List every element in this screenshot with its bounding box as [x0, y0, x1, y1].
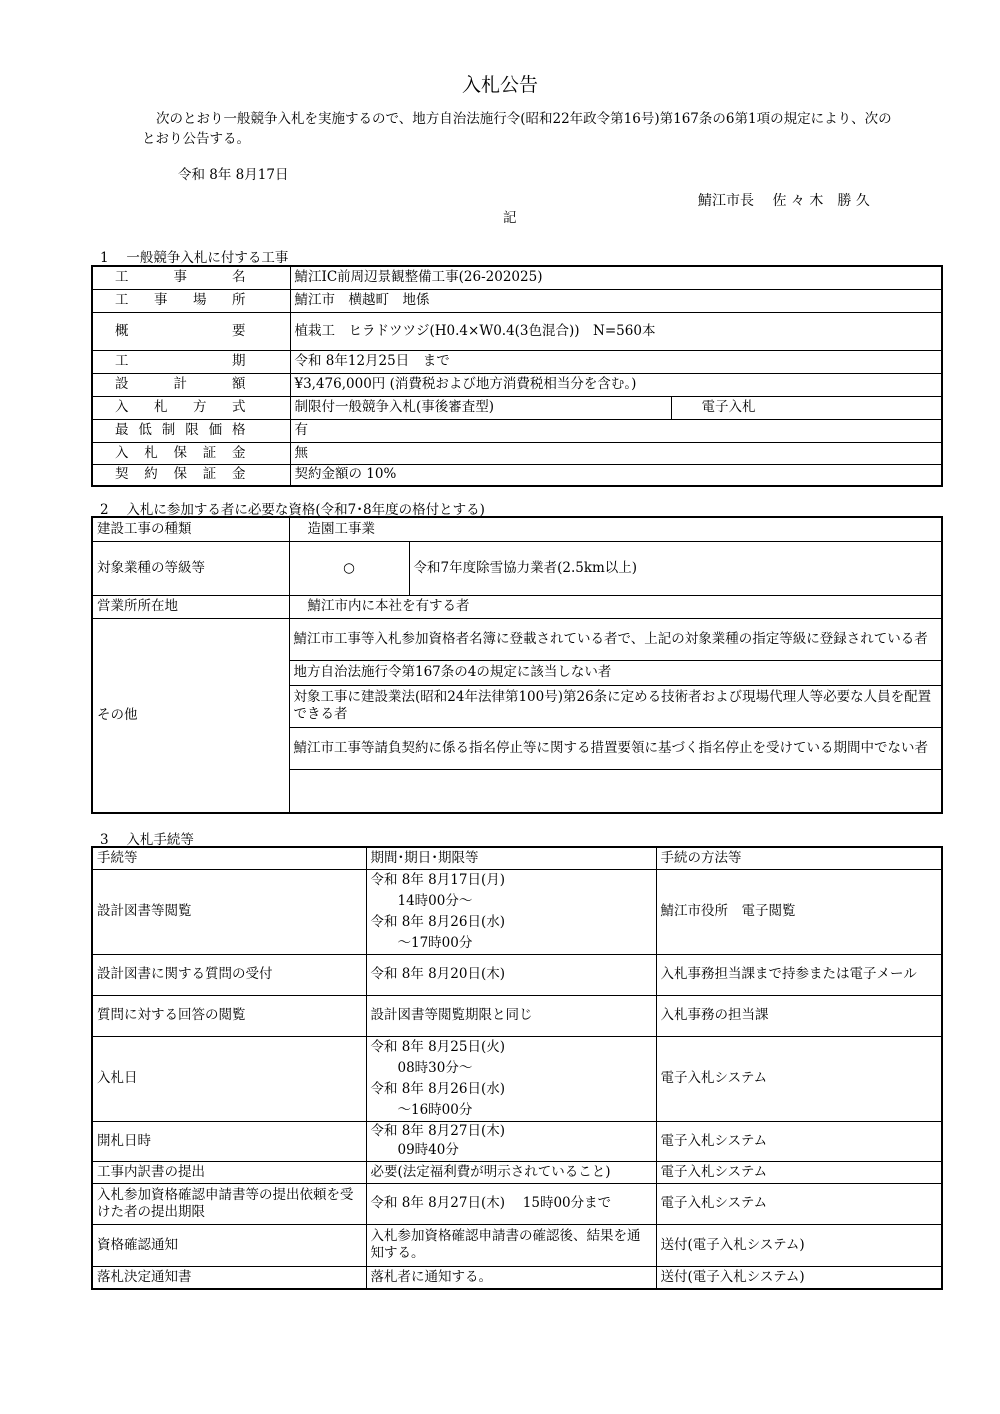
section2-heading: 2 入札に参加する者に必要な資格(令和7･8年度の格付とする) — [100, 502, 485, 518]
row-label: 概要 — [92, 312, 290, 350]
grade-label: 対象業種の等級等 — [92, 541, 289, 595]
table-row — [92, 595, 942, 618]
period-line: 09時40分 — [370, 1142, 459, 1158]
other-item: 地方自治法施行令第167条の4の規定に該当しない者 — [289, 660, 942, 685]
row-value: 令和 8年12月25日 まで — [290, 350, 942, 373]
table-row — [92, 541, 942, 595]
section1-heading: 1 一般競争入札に付する工事 — [100, 250, 289, 266]
period-cell: 必要(法定福利費が明示されていること) — [366, 1161, 656, 1183]
row-label: 入札方式 — [92, 396, 290, 419]
intro-paragraph: 次のとおり一般競争入札を実施するので、地方自治法施行令(昭和22年政令第16号)第167条の6第1項の規定により、次のとおり公告する。 — [142, 111, 892, 147]
method-cell: 入札事務担当課まで持参または電子メール — [656, 954, 942, 995]
procedure-cell: 質問に対する回答の閲覧 — [92, 995, 366, 1036]
period-line: ～16時00分 — [370, 1101, 473, 1118]
table-header-row — [92, 847, 942, 869]
table-row — [92, 995, 942, 1036]
section1-table — [91, 265, 943, 487]
period-cell: 落札者に通知する。 — [366, 1266, 656, 1289]
table-row — [92, 1161, 942, 1183]
row-label: 工期 — [92, 350, 290, 373]
table-row — [92, 1266, 942, 1289]
table-row — [92, 266, 942, 289]
kind-label: 建設工事の種類 — [92, 517, 289, 541]
row-value: 植栽工 ヒラドツツジ(H0.4×W0.4(3色混合)) N=560本 — [290, 312, 942, 350]
row-label: 入札保証金 — [92, 442, 290, 464]
row-value: 制限付一般競争入札(事後審査型) — [290, 396, 671, 419]
table-row — [92, 312, 942, 350]
row-label: 設計額 — [92, 373, 290, 396]
table-row — [92, 289, 942, 312]
period-line: ～17時00分 — [370, 934, 473, 951]
period-cell — [366, 1121, 656, 1161]
method-cell: 電子入札システム — [656, 1161, 942, 1183]
table-row — [92, 396, 942, 419]
procedure-cell: 入札日 — [92, 1036, 366, 1121]
office-label: 営業所所在地 — [92, 595, 289, 618]
procedure-cell: 設計図書等閲覧 — [92, 869, 366, 954]
kind-value: 造園工事業 — [289, 517, 942, 541]
other-item: 鯖江市工事等請負契約に係る指名停止等に関する措置要領に基づく指名停止を受けている期間中でない者 — [289, 727, 942, 769]
table-row — [92, 1224, 942, 1266]
period-cell — [366, 1036, 656, 1121]
section2-table — [91, 516, 943, 814]
period-line: 令和 8年 8月27日(木) — [370, 1123, 505, 1139]
method-cell: 入札事務の担当課 — [656, 995, 942, 1036]
row-value: 鯖江IC前周辺景観整備工事(26-202025) — [290, 266, 942, 289]
other-item: 対象工事に建設業法(昭和24年法律第100号)第26条に定める技術者および現場代理人等必要な人員を配置できる者 — [289, 685, 942, 727]
method-cell: 電子入札システム — [656, 1036, 942, 1121]
office-value: 鯖江市内に本社を有する者 — [289, 595, 942, 618]
method-cell: 電子入札システム — [656, 1183, 942, 1224]
table-row — [92, 1036, 942, 1121]
procedure-cell: 開札日時 — [92, 1121, 366, 1161]
page-title: 入札公告 — [461, 74, 538, 96]
section3-table — [91, 846, 943, 1290]
period-line: 令和 8年 8月26日(水) — [370, 1080, 505, 1097]
announcement-date: 令和 8年 8月17日 — [178, 167, 289, 183]
period-cell: 入札参加資格確認申請書の確認後、結果を通知する。 — [366, 1224, 656, 1266]
table-row — [92, 517, 942, 541]
table-row — [92, 464, 942, 486]
table-row — [92, 954, 942, 995]
period-cell: 設計図書等閲覧期限と同じ — [366, 995, 656, 1036]
period-line: 令和 8年 8月26日(水) — [370, 913, 505, 930]
ki-marker: 記 — [503, 210, 517, 226]
row-value: 有 — [290, 419, 942, 442]
table-row — [92, 373, 942, 396]
table-row — [92, 442, 942, 464]
column-header: 手続の方法等 — [656, 847, 942, 869]
table-row — [92, 419, 942, 442]
period-line: 14時00分～ — [370, 892, 473, 909]
period-line: 令和 8年 8月25日(火) — [370, 1038, 505, 1055]
column-header: 期間･期日･期限等 — [366, 847, 656, 869]
table-row — [92, 618, 942, 660]
row-value: 契約金額の 10% — [290, 464, 942, 486]
procedure-cell: 設計図書に関する質問の受付 — [92, 954, 366, 995]
grade-value: 令和7年度除雪協力業者(2.5km以上) — [409, 541, 942, 595]
procedure-cell: 工事内訳書の提出 — [92, 1161, 366, 1183]
period-line: 令和 8年 8月17日(月) — [370, 871, 505, 888]
other-item: 鯖江市工事等入札参加資格者名簿に登載されている者で、上記の対象業種の指定等級に登録されている者 — [289, 618, 942, 660]
table-row — [92, 1183, 942, 1224]
table-row — [92, 350, 942, 373]
section3-heading: 3 入札手続等 — [100, 832, 194, 848]
procedure-cell: 落札決定通知書 — [92, 1266, 366, 1289]
method-cell: 送付(電子入札システム) — [656, 1224, 942, 1266]
procedure-cell: 資格確認通知 — [92, 1224, 366, 1266]
issuer-name: 鯖江市長 佐 々 木 勝 久 — [698, 193, 870, 209]
procedure-cell: 入札参加資格確認申請書等の提出依頼を受けた者の提出期限 — [92, 1183, 366, 1224]
table-row — [92, 1121, 942, 1161]
method-cell: 鯖江市役所 電子閲覧 — [656, 869, 942, 954]
method-cell: 送付(電子入札システム) — [656, 1266, 942, 1289]
row-value: 無 — [290, 442, 942, 464]
row-label: 契約保証金 — [92, 464, 290, 486]
row-label: 最低制限価格 — [92, 419, 290, 442]
row-value: ¥3,476,000円 (消費税および地方消費税相当分を含む。) — [290, 373, 942, 396]
period-cell: 令和 8年 8月27日(木) 15時00分まで — [366, 1183, 656, 1224]
method-cell: 電子入札システム — [656, 1121, 942, 1161]
row-value: 鯖江市 横越町 地係 — [290, 289, 942, 312]
column-header: 手続等 — [92, 847, 366, 869]
table-row — [92, 869, 942, 954]
row-extra: 電子入札 — [671, 396, 942, 419]
row-label: 工事場所 — [92, 289, 290, 312]
other-label: その他 — [92, 618, 289, 813]
period-line: 08時30分～ — [370, 1059, 473, 1076]
grade-mark: ○ — [289, 541, 409, 595]
other-item — [289, 769, 942, 813]
row-label: 工事名 — [92, 266, 290, 289]
period-cell: 令和 8年 8月20日(木) — [366, 954, 656, 995]
period-cell — [366, 869, 656, 954]
